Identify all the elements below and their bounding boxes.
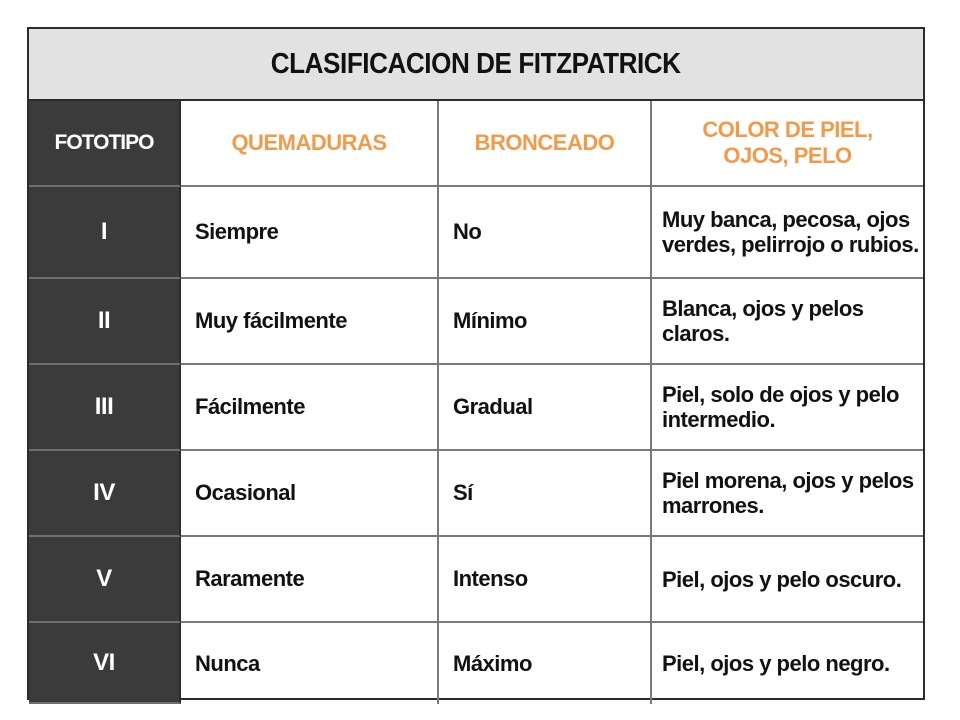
fototipo-cell: IV bbox=[29, 451, 181, 537]
bronceado-cell: Mínimo bbox=[439, 279, 652, 365]
header-bronceado: BRONCEADO bbox=[439, 101, 652, 187]
table-title: CLASIFICACION DE FITZPATRICK bbox=[271, 47, 681, 80]
fototipo-cell: I bbox=[29, 187, 181, 279]
color-cell: Muy banca, pecosa, ojos verdes, pelirrojo o rubios. bbox=[652, 187, 923, 279]
bronceado-cell: Intenso bbox=[439, 537, 652, 623]
fototipo-cell: V bbox=[29, 537, 181, 623]
header-quemaduras: QUEMADURAS bbox=[181, 101, 439, 187]
header-fototipo: FOTOTIPO bbox=[29, 101, 181, 187]
table-title-bar bbox=[29, 29, 923, 101]
bronceado-cell: Gradual bbox=[439, 365, 652, 451]
bronceado-cell: No bbox=[439, 187, 652, 279]
bronceado-cell: Máximo bbox=[439, 623, 652, 704]
quemaduras-cell: Nunca bbox=[181, 623, 439, 704]
fototipo-cell: II bbox=[29, 279, 181, 365]
header-color-text: COLOR DE PIEL, OJOS, PELO bbox=[702, 117, 873, 168]
quemaduras-cell: Siempre bbox=[181, 187, 439, 279]
color-cell: Blanca, ojos y pelos claros. bbox=[652, 279, 923, 365]
fototipo-cell: III bbox=[29, 365, 181, 451]
color-cell: Piel morena, ojos y pelos marrones. bbox=[652, 451, 923, 537]
fitzpatrick-table bbox=[27, 27, 925, 700]
header-color bbox=[652, 101, 923, 187]
table-grid bbox=[29, 101, 923, 704]
fototipo-cell: VI bbox=[29, 623, 181, 704]
color-cell: Piel, ojos y pelo negro. bbox=[662, 651, 890, 676]
quemaduras-cell: Ocasional bbox=[181, 451, 439, 537]
quemaduras-cell: Fácilmente bbox=[181, 365, 439, 451]
bronceado-cell: Sí bbox=[439, 451, 652, 537]
color-cell: Piel, solo de ojos y pelo intermedio. bbox=[652, 365, 923, 451]
quemaduras-cell: Raramente bbox=[181, 537, 439, 623]
color-cell: Piel, ojos y pelo oscuro. bbox=[652, 537, 923, 623]
quemaduras-cell: Muy fácilmente bbox=[181, 279, 439, 365]
